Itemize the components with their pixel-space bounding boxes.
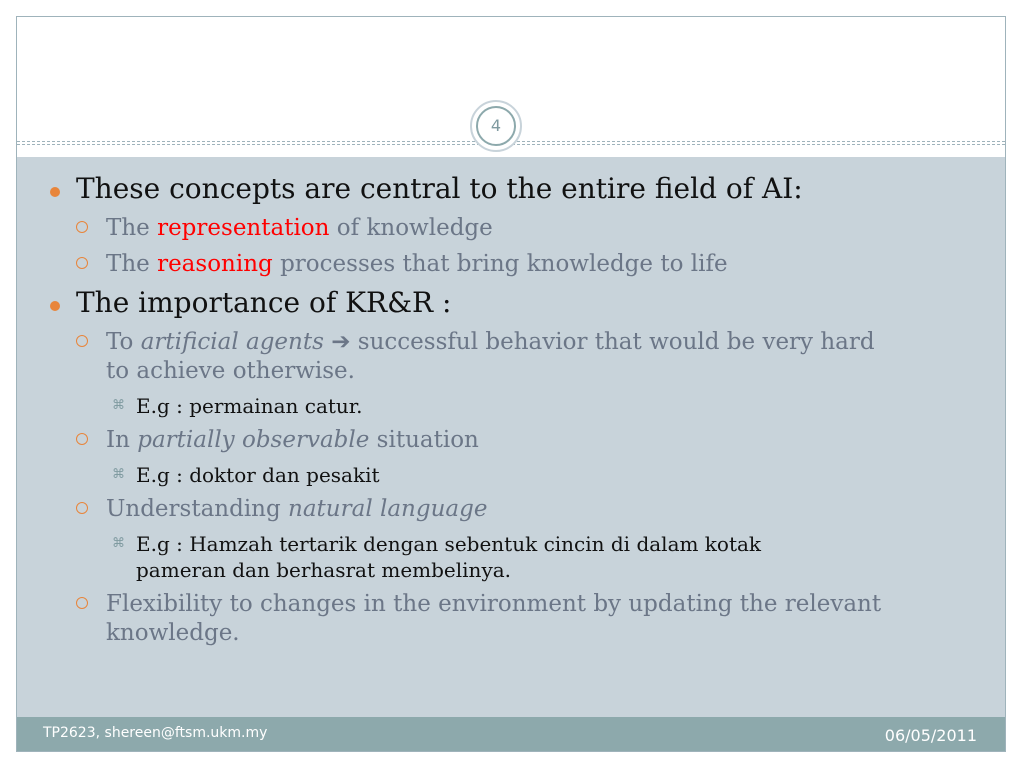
- example-item: [0, 393, 960, 419]
- slide-number: 4: [476, 106, 516, 146]
- bullet-text: Understanding: [106, 496, 289, 522]
- footer-date: 06/05/2011: [884, 726, 977, 745]
- highlight-term: reasoning: [157, 251, 273, 277]
- example-text: E.g : permainan catur.: [136, 394, 363, 418]
- bullet-text: The importance of KR&R :: [76, 286, 452, 319]
- bullet-text: Flexibility to changes in the environment by updating the relevant knowledge.: [106, 591, 882, 646]
- sub-bullet-item: [0, 590, 960, 648]
- x-bullet-icon: ⌘: [112, 398, 125, 413]
- x-bullet-icon: ⌘: [112, 536, 125, 551]
- hollow-bullet-icon: [76, 257, 88, 269]
- x-bullet-icon: ⌘: [112, 467, 125, 482]
- italic-term: partially observable: [137, 427, 370, 453]
- sub-bullet-item: [0, 214, 960, 243]
- filled-bullet-icon: [50, 301, 60, 311]
- bullet-text: In: [106, 427, 138, 453]
- bullet-item: [0, 172, 960, 206]
- bullet-text: To: [106, 329, 141, 355]
- bullet-text: situation: [369, 427, 479, 453]
- arrow-right-icon: ➔: [331, 329, 351, 355]
- example-item: [0, 462, 960, 488]
- bullet-text: The: [106, 251, 158, 277]
- hollow-bullet-icon: [76, 502, 88, 514]
- footer-author: TP2623, shereen@ftsm.ukm.my: [43, 725, 268, 741]
- example-text: E.g : doktor dan pesakit: [136, 463, 380, 487]
- hollow-bullet-icon: [76, 433, 88, 445]
- sub-bullet-item: [0, 495, 960, 524]
- bullet-text: These concepts are central to the entire field of AI:: [76, 172, 803, 205]
- bullet-text: processes that bring knowledge to life: [272, 251, 728, 277]
- sub-bullet-item: [0, 426, 960, 455]
- slide-number-badge: [470, 100, 522, 152]
- bullet-text: successful behavior that would be very hard to achieve otherwise.: [106, 329, 875, 384]
- sub-bullet-item: [0, 250, 960, 279]
- hollow-bullet-icon: [76, 335, 88, 347]
- bullet-list: [0, 172, 960, 655]
- highlight-term: representation: [157, 215, 330, 241]
- bullet-item: [0, 286, 960, 320]
- hollow-bullet-icon: [76, 221, 88, 233]
- bullet-text: The: [106, 215, 158, 241]
- example-item: [0, 531, 960, 583]
- sub-bullet-item: [0, 328, 960, 386]
- bullet-text: of knowledge: [329, 215, 493, 241]
- hollow-bullet-icon: [76, 597, 88, 609]
- italic-term: artificial agents: [140, 329, 324, 355]
- italic-term: natural language: [288, 496, 488, 522]
- slide-footer: [17, 717, 1005, 751]
- filled-bullet-icon: [50, 187, 60, 197]
- example-text: E.g : Hamzah tertarik dengan sebentuk cincin di dalam kotak pameran dan berhasrat membelinya.: [136, 532, 762, 582]
